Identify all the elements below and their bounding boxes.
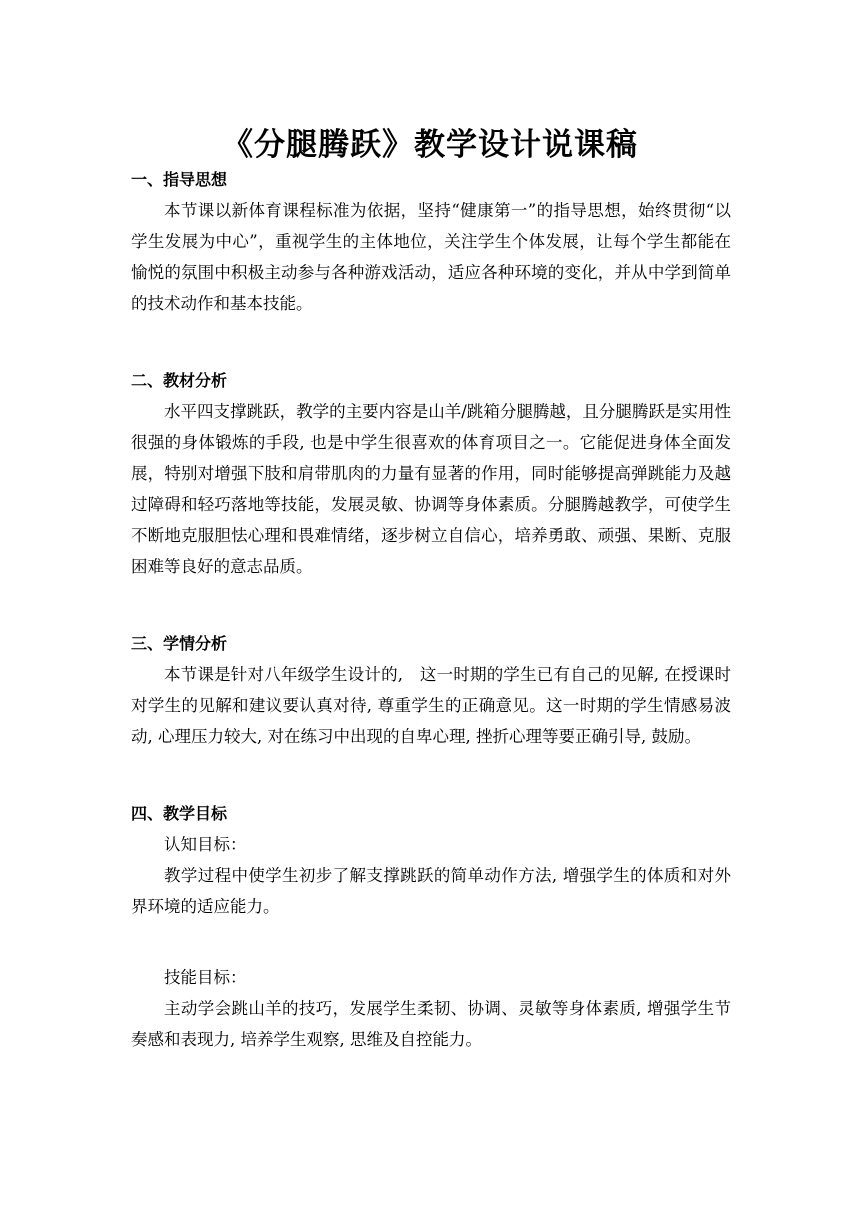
- goal-text-cognitive: 教学过程中使学生初步了解支撑跳跃的简单动作方法, 增强学生的体质和对外界环境的适应能力。: [131, 866, 731, 916]
- document-body: [131, 164, 731, 1055]
- goal-label-cognitive: 认知目标：: [164, 835, 247, 854]
- goal-label-skill: 技能目标：: [164, 968, 247, 987]
- section-spacer: [131, 582, 731, 628]
- section-student-analysis: [131, 628, 731, 752]
- section-guiding-ideology: [131, 164, 731, 319]
- document-title: 《分腿腾跃》教学设计说课稿: [222, 126, 638, 163]
- section-heading: 一、指导思想: [131, 170, 228, 189]
- goal-text-skill: 主动学会跳山羊的技巧，发展学生柔韧、协调、灵敏等身体素质, 增强学生节奏感和表现力, 培养学生观察, 思维及自控能力。: [131, 999, 731, 1049]
- goal-spacer: [131, 922, 731, 962]
- section-teaching-goals: [131, 798, 731, 1055]
- section-heading: 二、教材分析: [131, 371, 228, 390]
- section-material-analysis: [131, 365, 731, 582]
- section-spacer: [131, 752, 731, 798]
- section-heading: 四、教学目标: [131, 804, 228, 823]
- section-paragraph: 本节课以新体育课程标准为依据，坚持“健康第一”的指导思想，始终贯彻“以学生发展为中心”，重视学生的主体地位，关注学生个体发展，让每个学生都能在愉悦的氛围中积极主动参与各种游戏活动，适应各种环境的变化，并从中学到简单的技术动作和基本技能。: [131, 201, 731, 313]
- section-paragraph: 本节课是针对八年级学生设计的, 这一时期的学生已有自己的见解, 在授课时对学生的见解和建议要认真对待, 尊重学生的正确意见。这一时期的学生情感易波动, 心理压力较大, 对在练习中出现的自卑心理, 挫折心理等要正确引导, 鼓励。: [131, 665, 731, 746]
- section-paragraph: 水平四支撑跳跃，教学的主要内容是山羊/跳箱分腿腾越，且分腿腾跃是实用性很强的身体锻炼的手段, 也是中学生很喜欢的体育项目之一。它能促进身体全面发展，特别对增强下肢和肩带肌肉的力量有显著的作用，同时能够提高弹跳能力及越过障碍和轻巧落地等技能，发展灵敏、协调等身体素质。分腿腾越教学，可使学生不断地克服胆怯心理和畏难情绪，逐步树立自信心，培养勇敢、顽强、果断、克服困难等良好的意志品质。: [131, 402, 731, 576]
- section-spacer: [131, 319, 731, 365]
- section-heading: 三、学情分析: [131, 634, 228, 653]
